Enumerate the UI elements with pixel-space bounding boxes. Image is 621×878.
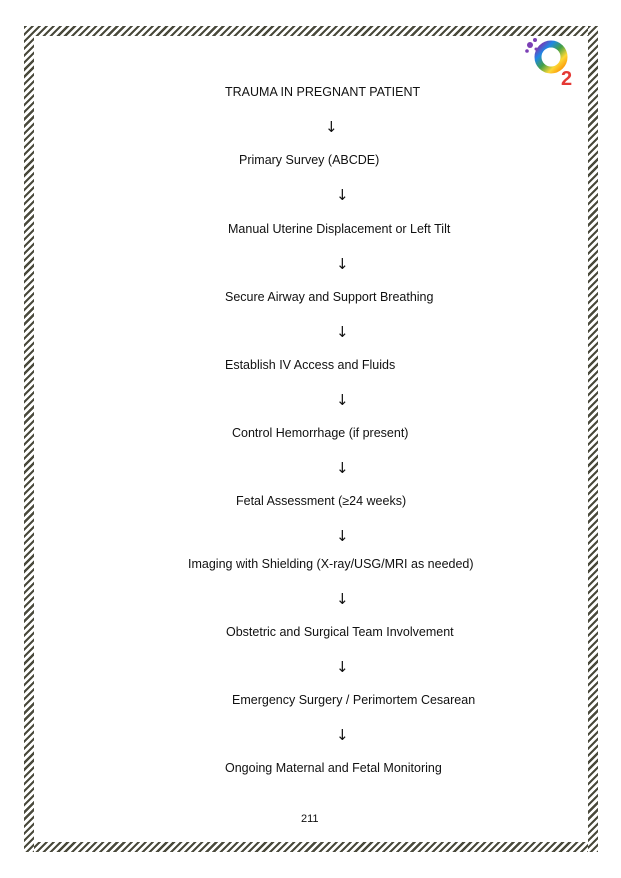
flow-step: Emergency Surgery / Perimortem Cesarean bbox=[232, 693, 476, 707]
flow-arrow: ↓ bbox=[336, 527, 349, 545]
flow-step: Manual Uterine Displacement or Left Tilt bbox=[228, 222, 451, 236]
page-border-bottom bbox=[24, 842, 598, 852]
flow-arrow: ↓ bbox=[325, 118, 338, 136]
flow-step: Control Hemorrhage (if present) bbox=[232, 426, 409, 440]
flow-arrow: ↓ bbox=[336, 255, 349, 273]
flowchart-title: TRAUMA IN PREGNANT PATIENT bbox=[225, 85, 421, 99]
flow-arrow: ↓ bbox=[336, 658, 349, 676]
flow-step: Obstetric and Surgical Team Involvement bbox=[226, 625, 454, 639]
flow-arrow: ↓ bbox=[336, 726, 349, 744]
flow-step: Secure Airway and Support Breathing bbox=[225, 290, 434, 304]
flow-step: Imaging with Shielding (X-ray/USG/MRI as needed) bbox=[188, 557, 474, 571]
page-border-left bbox=[24, 26, 34, 852]
flow-step: Primary Survey (ABCDE) bbox=[239, 153, 380, 167]
page-border-right bbox=[588, 26, 598, 852]
flow-arrow: ↓ bbox=[336, 323, 349, 341]
flow-step: Ongoing Maternal and Fetal Monitoring bbox=[225, 761, 442, 775]
flow-arrow: ↓ bbox=[336, 186, 349, 204]
flow-arrow: ↓ bbox=[336, 459, 349, 477]
page-number: 211 bbox=[301, 813, 319, 825]
svg-text:2: 2 bbox=[561, 68, 573, 89]
flow-arrow: ↓ bbox=[336, 391, 349, 409]
flow-step: Fetal Assessment (≥24 weeks) bbox=[236, 494, 407, 508]
flow-step: Establish IV Access and Fluids bbox=[225, 358, 396, 372]
page-border-top bbox=[24, 26, 598, 36]
o2-logo-icon bbox=[523, 37, 579, 89]
flow-arrow: ↓ bbox=[336, 590, 349, 608]
